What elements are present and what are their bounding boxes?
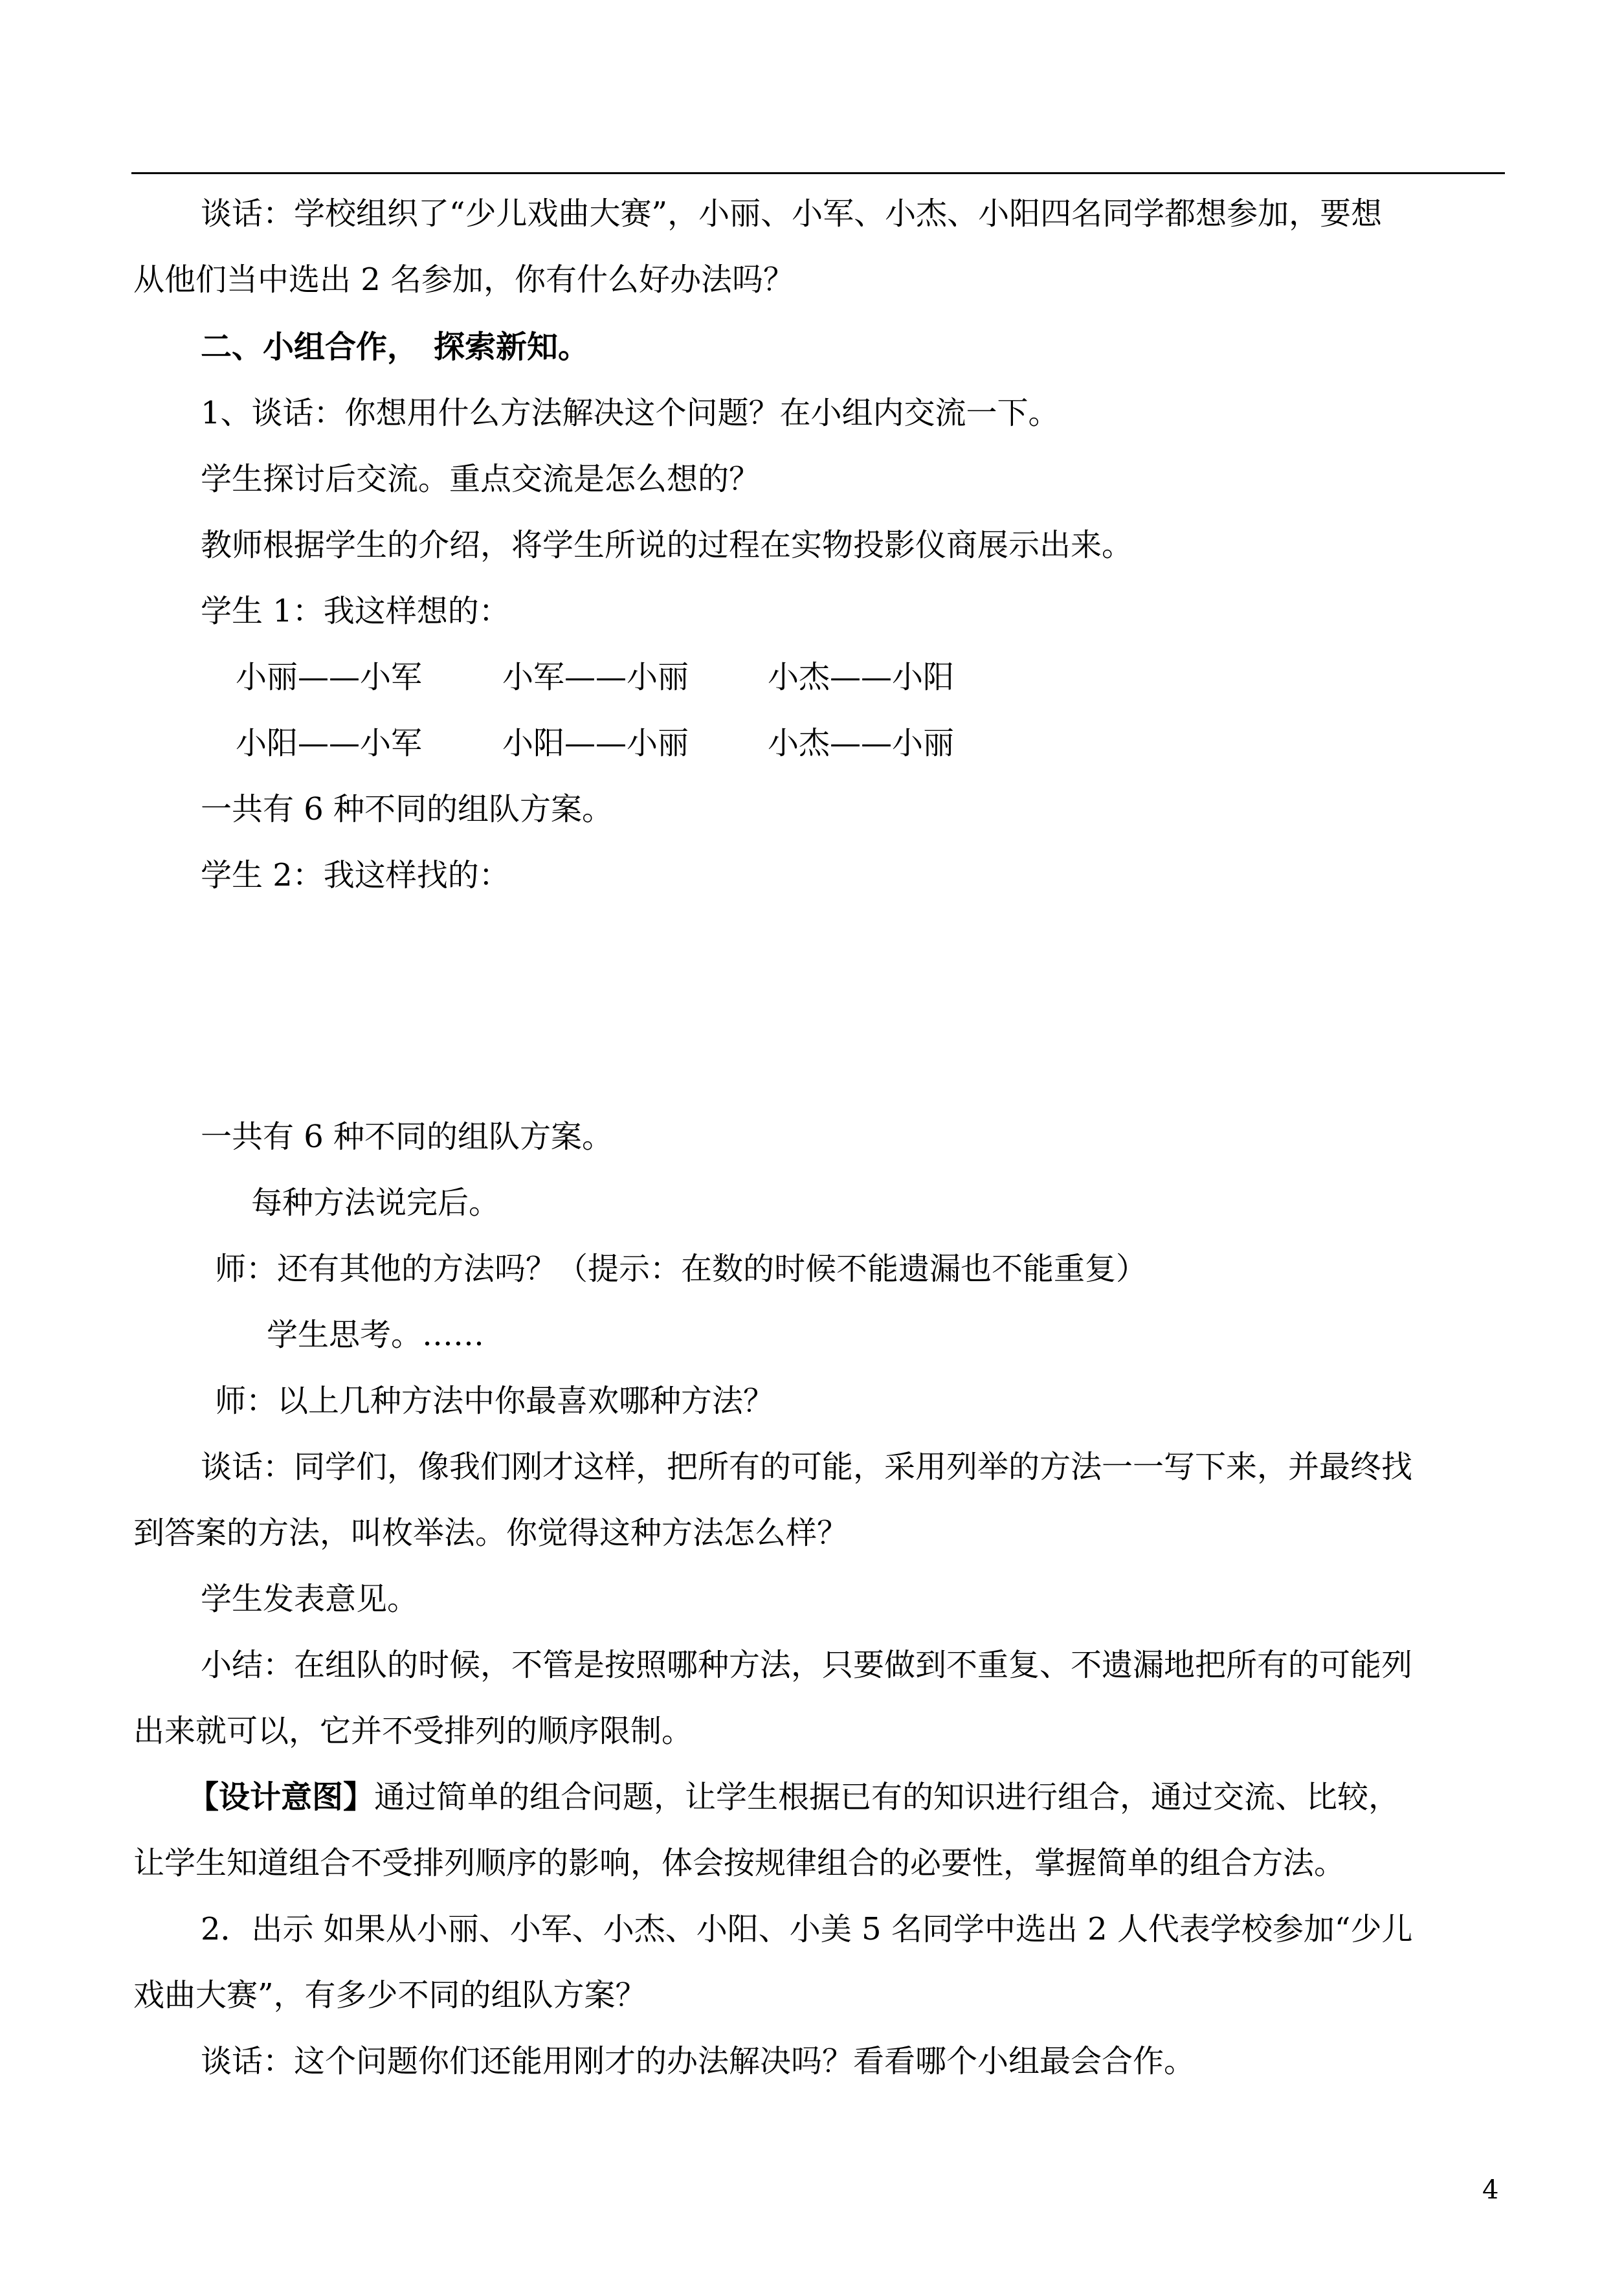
paragraph-line: 谈话：同学们，像我们刚才这样，把所有的可能，采用列举的方法一一写下来，并最终找 bbox=[201, 1449, 1413, 1485]
pair-row-1-col-1: 小丽——小军 bbox=[236, 659, 423, 695]
pair-row-2-col-1: 小阳——小军 bbox=[236, 725, 423, 761]
paragraph-line: 学生 2：我这样找的： bbox=[201, 857, 510, 893]
paragraph-line: 谈话：这个问题你们还能用刚才的办法解决吗？看看哪个小组最会合作。 bbox=[201, 2043, 1196, 2079]
paragraph-line: 2．出示 如果从小丽、小军、小杰、小阳、小美 5 名同学中选出 2 人代表学校参加“少儿 bbox=[201, 1911, 1413, 1947]
paragraph-line: 谈话：学校组织了“少儿戏曲大赛”，小丽、小军、小杰、小阳四名同学都想参加，要想 bbox=[201, 196, 1383, 232]
pair-row-2-col-3: 小杰——小丽 bbox=[768, 725, 955, 761]
pair-row-2-col-2: 小阳——小丽 bbox=[502, 725, 689, 761]
paragraph-line: 1、谈话：你想用什么方法解决这个问题？在小组内交流一下。 bbox=[201, 395, 1060, 431]
page-number: 4 bbox=[1482, 2175, 1499, 2205]
header-rule bbox=[131, 172, 1505, 174]
paragraph-line: 学生探讨后交流。重点交流是怎么想的？ bbox=[201, 461, 761, 497]
paragraph-line: 师：还有其他的方法吗？（提示：在数的时候不能遗漏也不能重复） bbox=[215, 1251, 1148, 1287]
pair-row-1-col-3: 小杰——小阳 bbox=[768, 659, 955, 695]
paragraph-line: 戏曲大赛”，有多少不同的组队方案？ bbox=[133, 1977, 647, 2013]
paragraph-line: 从他们当中选出 2 名参加，你有什么好办法吗？ bbox=[133, 262, 795, 298]
paragraph-line: 每种方法说完后。 bbox=[251, 1185, 500, 1221]
paragraph-line: 小结：在组队的时候，不管是按照哪种方法，只要做到不重复、不遗漏地把所有的可能列 bbox=[201, 1647, 1413, 1683]
paragraph-line: 师：以上几种方法中你最喜欢哪种方法？ bbox=[215, 1383, 775, 1419]
paragraph-line: 出来就可以，它并不受排列的顺序限制。 bbox=[133, 1713, 693, 1749]
pair-row-1-col-2: 小军——小丽 bbox=[502, 659, 689, 695]
paragraph-line: 学生发表意见。 bbox=[201, 1581, 419, 1617]
paragraph-line: 一共有 6 种不同的组队方案。 bbox=[201, 791, 614, 827]
paragraph-line: 学生思考。…… bbox=[267, 1317, 485, 1353]
design-intent-text: 通过简单的组合问题，让学生根据已有的知识进行组合，通过交流、比较， bbox=[374, 1779, 1400, 1815]
paragraph-line: 到答案的方法，叫枚举法。你觉得这种方法怎么样？ bbox=[133, 1515, 849, 1551]
design-intent-line bbox=[188, 1778, 1399, 1817]
paragraph-line: 让学生知道组合不受排列顺序的影响，体会按规律组合的必要性，掌握简单的组合方法。 bbox=[133, 1845, 1346, 1881]
section-heading: 二、小组合作， 探索新知。 bbox=[201, 329, 590, 365]
design-intent-label: 【设计意图】 bbox=[188, 1779, 375, 1815]
paragraph-line: 学生 1：我这样想的： bbox=[201, 593, 510, 629]
paragraph-line: 一共有 6 种不同的组队方案。 bbox=[201, 1119, 614, 1155]
paragraph-line: 教师根据学生的介绍，将学生所说的过程在实物投影仪商展示出来。 bbox=[201, 527, 1133, 563]
